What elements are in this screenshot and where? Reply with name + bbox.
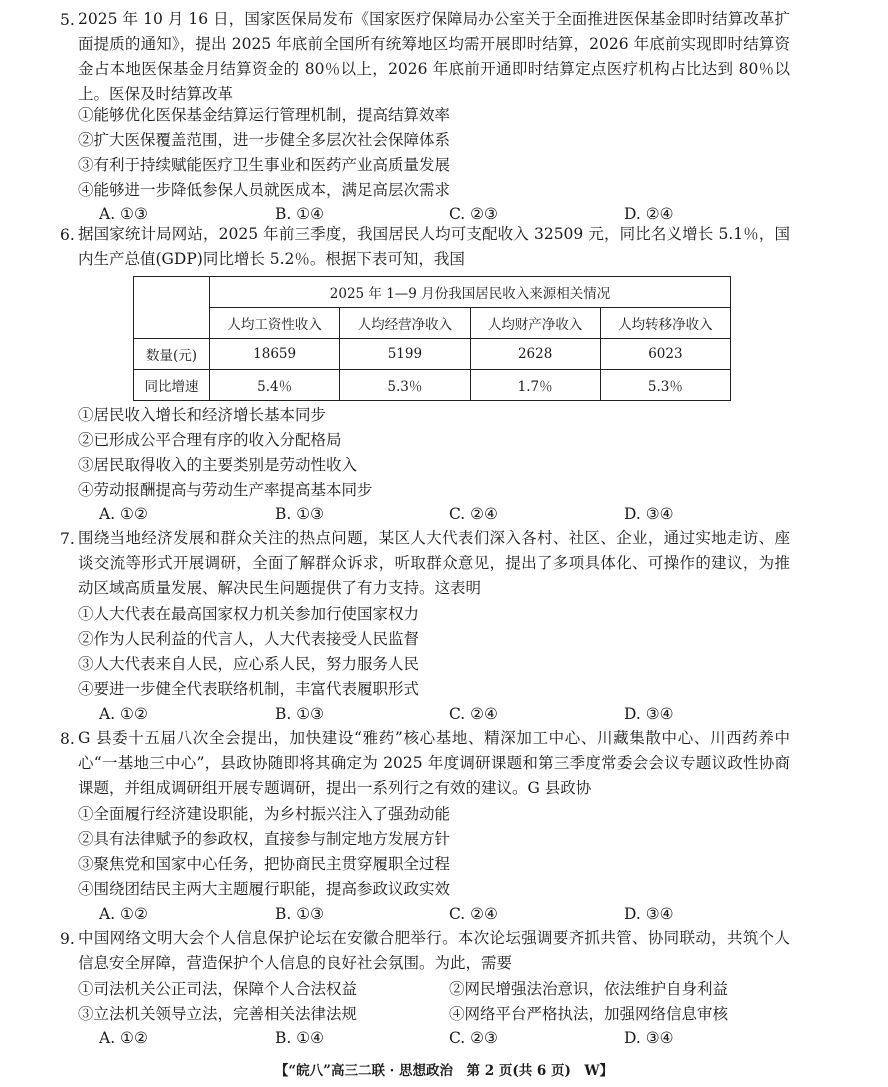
q9-choice-d: D. ③④: [624, 1029, 674, 1047]
q7-choice-c: C. ②④: [449, 705, 498, 723]
table-cell: 5.3％: [340, 370, 470, 401]
table-header: 人均工资性收入: [210, 308, 340, 339]
q8-item-4: ④围绕团结民主两大主题履行职能，提高参政议政实效: [78, 880, 451, 898]
q6-number: 6.: [60, 226, 75, 244]
q6-choice-c: C. ②④: [449, 505, 498, 523]
table-cell: 6023: [600, 339, 730, 370]
q9-choice-c: C. ②③: [449, 1029, 498, 1047]
q5-choice-c: C. ②③: [449, 205, 498, 223]
q9-choice-b: B. ①④: [275, 1029, 325, 1047]
table-cell: 5199: [340, 339, 470, 370]
q9-item-1: ①司法机关公正司法，保障个人合法权益: [78, 980, 358, 998]
q6-stem: 据国家统计局网站，2025 年前三季度，我国居民人均可支配收入 32509 元，同比名义增长 5.1％，国内生产总值(GDP)同比增长 5.2％。根据下表可知，我国: [78, 225, 790, 268]
q7-stem: 围绕当地经济发展和群众关注的热点问题，某区人大代表们深入各村、社区、企业，通过实地走访、座谈交流等形式开展调研，全面了解群众诉求，听取群众意见，提出了多项具体化、可操作的建议，为推动区域高质量发展、解决民生问题提供了有力支持。这表明: [78, 529, 790, 597]
q5-stem: 2025 年 10 月 16 日，国家医保局发布《国家医疗保障局办公室关于全面推进医保基金即时结算改革扩面提质的通知》，提出 2025 年底前全国所有统筹地区均需开展即时结算，2026 年底前实现即时结算资金占本地医保基金月结算资金的 80％以上，2026 年底前开通即时结算定点医疗机构占比达到 80％以上。医保及时结算改革: [78, 10, 790, 103]
q5-item-2: ②扩大医保覆盖范围，进一步健全多层次社会保障体系: [78, 131, 451, 149]
q5-choice-b: B. ①④: [275, 205, 325, 223]
q5-item-3: ③有利于持续赋能医疗卫生事业和医药产业高质量发展: [78, 156, 451, 174]
q9-item-3: ③立法机关领导立法，完善相关法律法规: [78, 1005, 358, 1023]
q7-item-1: ①人大代表在最高国家权力机关参加行使国家权力: [78, 605, 420, 623]
q9-item-2: ②网民增强法治意识，依法维护自身利益: [449, 980, 729, 998]
q5-choice-d: D. ②④: [624, 205, 674, 223]
q8-choice-a: A. ①②: [99, 905, 148, 923]
table-row-label: 数量(元): [134, 339, 210, 370]
q8-choice-c: C. ②④: [449, 905, 498, 923]
q7-item-2: ②作为人民利益的代言人，人大代表接受人民监督: [78, 630, 420, 648]
q6-item-3: ③居民取得收入的主要类别是劳动性收入: [78, 456, 358, 474]
q7-choice-a: A. ①②: [99, 705, 148, 723]
table-header: 人均财产净收入: [470, 308, 600, 339]
q7-item-4: ④要进一步健全代表联络机制，丰富代表履职形式: [78, 680, 420, 698]
q9-number: 9.: [60, 930, 75, 948]
q7-item-3: ③人大代表来自人民，应心系人民，努力服务人民: [78, 655, 420, 673]
q6-item-4: ④劳动报酬提高与劳动生产率提高基本同步: [78, 481, 373, 499]
table-cell: 5.4％: [210, 370, 340, 401]
table-title: 2025 年 1—9 月份我国居民收入来源相关情况: [210, 277, 731, 308]
q6-item-2: ②已形成公平合理有序的收入分配格局: [78, 431, 342, 449]
page-footer: 【“皖八”高三二联 · 思想政治 第 2 页(共 6 页) W】: [274, 1063, 614, 1079]
table-header: 人均经营净收入: [340, 308, 470, 339]
table-cell: 18659: [210, 339, 340, 370]
income-table: [133, 276, 731, 401]
q8-choice-d: D. ③④: [624, 905, 674, 923]
q8-item-1: ①全面履行经济建设职能，为乡村振兴注入了强劲动能: [78, 805, 451, 823]
q7-choice-d: D. ③④: [624, 705, 674, 723]
q6-choice-a: A. ①②: [99, 505, 148, 523]
q9-item-4: ④网络平台严格执法，加强网络信息审核: [449, 1005, 729, 1023]
q8-item-3: ③聚焦党和国家中心任务，把协商民主贯穿履职全过程: [78, 855, 451, 873]
q6-choice-d: D. ③④: [624, 505, 674, 523]
table-header: 人均转移净收入: [600, 308, 730, 339]
q5-item-1: ①能够优化医保基金结算运行管理机制，提高结算效率: [78, 106, 451, 124]
q5-choice-a: A. ①③: [99, 205, 148, 223]
q8-item-2: ②具有法律赋予的参政权，直接参与制定地方发展方针: [78, 830, 451, 848]
q7-number: 7.: [60, 530, 75, 548]
q6-item-1: ①居民收入增长和经济增长基本同步: [78, 406, 327, 424]
q9-stem: 中国网络文明大会个人信息保护论坛在安徽合肥举行。本次论坛强调要齐抓共管、协同联动，共筑个人信息安全屏障，营造保护个人信息的良好社会氛围。为此，需要: [78, 929, 790, 972]
q8-stem: G 县委十五届八次全会提出，加快建设“雅药”核心基地、精深加工中心、川藏集散中心、川西药养中心“一基地三中心”，县政协随即将其确定为 2025 年度调研课题和第三季度常委会会议专题议政性协商课题，并组成调研组开展专题调研，提出一系列行之有效的建议。G 县政协: [78, 729, 790, 797]
table-corner-cell: [134, 277, 210, 339]
q8-choice-b: B. ①③: [275, 905, 325, 923]
table-cell: 1.7％: [470, 370, 600, 401]
q9-choice-a: A. ①②: [99, 1029, 148, 1047]
q8-number: 8.: [60, 730, 75, 748]
q5-item-4: ④能够进一步降低参保人员就医成本，满足高层次需求: [78, 181, 451, 199]
q6-choice-b: B. ①③: [275, 505, 325, 523]
table-cell: 2628: [470, 339, 600, 370]
q7-choice-b: B. ①③: [275, 705, 325, 723]
table-cell: 5.3％: [600, 370, 730, 401]
q5-number: 5.: [60, 11, 75, 29]
table-row-label: 同比增速: [134, 370, 210, 401]
